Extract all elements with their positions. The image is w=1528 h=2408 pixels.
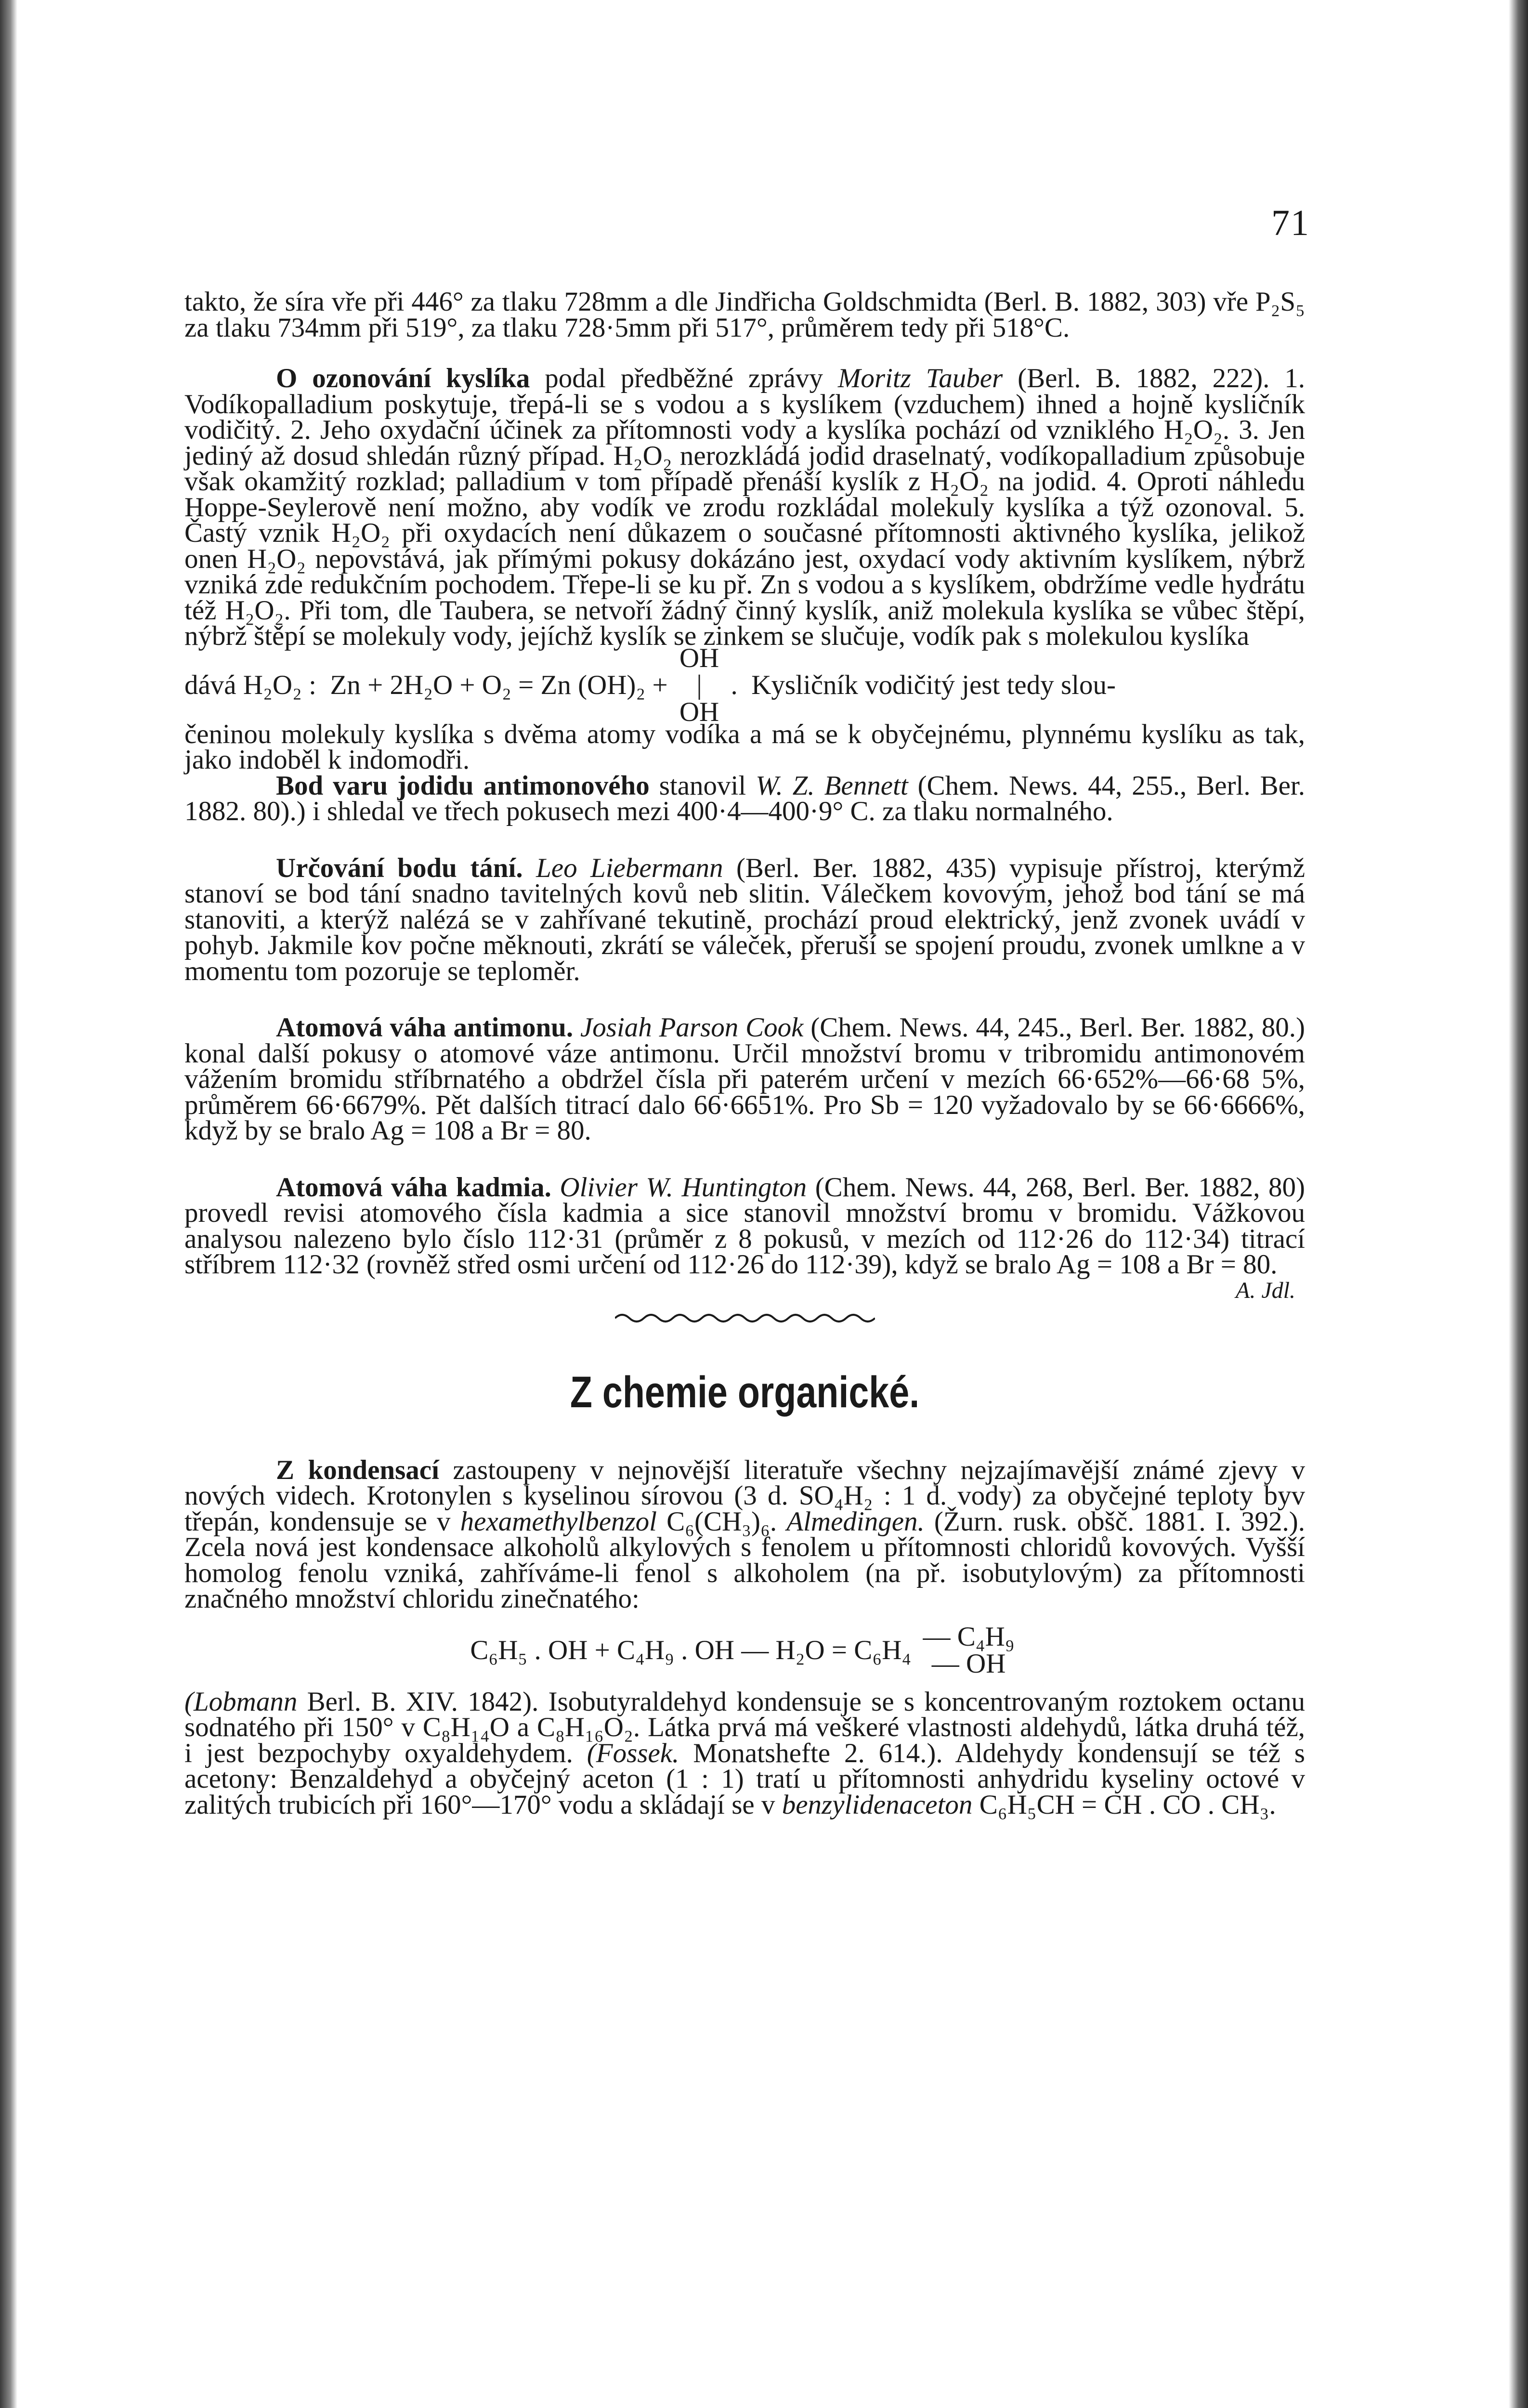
paragraph-kadmium: Atomová váha kadmia. Olivier W. Huntington (Chem. News. 44, 268, Berl. Ber. 1882, 80) provedl revisi atomového čísla kadmia a sice stanovil množství bromu v bromidu. Vážkovou analysou nalezeno bylo číslo 112·31 (průměr z 8 pokusů, v mezích od 112·26 do 112·34) titrací stříbrem 112·32 (rovněž střed osmi určení od 112·26 do 112·39), když se bralo Ag = 108 a Br = 80. A. Jdl. <box>184 1172 1305 1303</box>
scan-edge-right <box>1509 0 1528 2408</box>
paragraph-kondensace: Z kondensací zastoupeny v nejnovější literatuře všechny nejzajímavější známé zjevy v nových videch. Krotonylen s kyselinou sírovou (3 d. SO₄H₂ : 1 d. vody) za obyčejné teploty byv třepán, kondensuje se v hexamethylbenzol C₆(CH₃)₆. Almedingen. (Žurn. rusk. obšč. 1881. I. 392.). Zcela nová jest kondensace alkoholů alkylových s fenolem u přítomnosti chloridů kovových. Vyšší homolog fenolu vzniká, zahříváme-li fenol s alkoholem (na př. isobutylovým) za přítomnosti značného množství chloridu zinečnatého: <box>184 1454 1306 1614</box>
paragraph-continuation: takto, že síra vře při 446° za tlaku 728mm a dle Jindřicha Goldschmidta (Berl. B. 1882, 303) vře P₂S₅ za tlaku 734mm při 519°, za tlaku 728·5mm při 517°, průměrem tedy při 518°C. <box>184 287 1305 343</box>
author-cook: Josiah Parson Cook <box>580 1012 804 1043</box>
heading-antimon: Atomová váha antimonu. <box>276 1012 574 1043</box>
paragraph-bod-varu: Bod varu jodidu antimonového stanovil W. Z. Bennett (Chem. News. 44, 255., Berl. Ber. 1882. 80).) i shledal ve třech pokusech mezi 400·4—400·9° C. za tlaku normalného. <box>184 770 1305 826</box>
paragraph-ozonovani-tail: čeninou molekuly kyslíka s dvěma atomy vodíka a má se k obyčejnému, plynnému kyslíku as tak, jako indoběl k indomodři. <box>184 719 1305 775</box>
author-liebermann: Leo Liebermann <box>536 852 723 883</box>
formula-phenol-alkylation: C₆H₅ . OH + C₄H₉ . OH — H₂O = C₆H₄ — C₄H₉ — OH <box>470 1621 1015 1679</box>
page-body <box>184 289 1305 1818</box>
page-number: 71 <box>1271 203 1310 243</box>
decorative-wave-divider <box>615 1309 875 1328</box>
heading-kadmium: Atomová váha kadmia. <box>276 1172 551 1203</box>
scan-edge-left <box>0 0 17 2408</box>
section-heading: Z chemie organické. <box>570 1367 920 1417</box>
paragraph-kondensace-tail: (Lobmann Berl. B. XIV. 1842). Isobutyraldehyd kondensuje se s koncentrovaným roztokem octanu sodnatého při 150° v C₈H₁₄O a C₈H₁₆O₂. Látka prvá má veškeré vlastnosti aldehydů, látka druhá též, i jest bezpochyby oxyaldehydem. (Fossek. Monatshefte 2. 614.). Aldehydy kondensují se též s acetony: Benzaldehyd a obyčejný aceton (1 : 1) tratí u přítomnosti anhydridu kyseliny octové v zalitých trubicích při 160°—170° vodu a skládají se v benzylidenaceton C₆H₅CH = CH . CO . CH₃. <box>184 1686 1305 1820</box>
formula-substituent-stack: — C₄H₉ — OH <box>923 1621 1015 1679</box>
heading-kondensace: Z kondensací <box>276 1454 439 1485</box>
paragraph-bod-tani: Určování bodu tání. Leo Liebermann (Berl. Ber. 1882, 435) vypisuje přístroj, kterýmž stanoví se bod tání snadno tavitelných kovů neb slitin. Válečkem kovovým, jehož bod tání se má stanoviti, a kterýž nalézá se v zahřívané tekutině, prochází proud elektrický, jenž zvonek uvádí v pohyb. Jakmile kov počne měknouti, zkrátí se váleček, přeruší se spojení proudu, zvonek umlkne a v momentu tom pozoruje se teploměr. <box>184 852 1306 986</box>
paragraph-antimon: Atomová váha antimonu. Josiah Parson Cook (Chem. News. 44, 245., Berl. Ber. 1882, 80.) konal další pokusy o atomové váze antimonu. Určil množství bromu v tribromidu antimonovém vážením bromidu stříbrnatého a obdržel čísla při paterém určení v mezích 66·652%—66·68 5%, průměrem 66·6679%. Pět dalších titrací dalo 66·6651%. Pro Sb = 120 vyžadovalo by se 66·6666%, když by se bralo Ag = 108 a Br = 80. <box>184 1012 1305 1146</box>
author-bennett: W. Z. Bennett <box>756 770 908 801</box>
author-huntington: Olivier W. Huntington <box>560 1172 807 1203</box>
heading-bod-tani: Určování bodu tání. <box>276 852 523 883</box>
author-tauber: Moritz Tauber <box>837 363 1003 393</box>
heading-ozonovani: O ozonování kyslíka <box>276 363 530 393</box>
paragraph-ozonovani: O ozonování kyslíka podal předběžné zprávy Moritz Tauber (Berl. B. 1882, 222). 1. Vodíkopalladium poskytuje, třepá-li se s vodou a s kyslíkem (vzduchem) ihned a hojně kysličník vodičitý. 2. Jeho oxydační účinek za přítomnosti vody a kyslíka pochází od vzniklého H₂O₂. 3. Jen jediný až dosud shledán různý případ. H₂O₂ nerozkládá jodid draselnatý, vodíkopalladium způsobuje však okamžitý rozklad; palladium v tom případě přenáší kyslík z H₂O₂ na jodid. 4. Oproti náhledu Hoppe-Seylerově není možno, aby vodík ve zrodu rozkládal molekuly kyslíka a týž ozonoval. 5. Častý vznik H₂O₂ při oxydacích není důkazem o současné přítomnosti aktivného kyslíka, jelikož onen H₂O₂ nepovstává, jak přímými pokusy dokázáno jest, oxydací vody aktivním kyslíkem, nýbrž vzniká zde redukčním pochodem. Třepe-li se ku př. Zn s vodou a s kyslíkem, obdržíme vedle hydrátu též H₂O₂. Při tom, dle Taubera, se netvoří žádný činný kyslík, aniž molekula kyslíka se vůbec štěpí, nýbrž štěpí se molekuly vody, jejíchž kyslík se zinkem se slučuje, vodík pak s molekulou kyslíka <box>184 363 1305 651</box>
equation-zinc: dává H₂O₂ : Zn + 2H₂O + O₂ = Zn (OH)₂ + OH | OH . Kysličník vodičitý jest tedy slou- <box>184 642 1116 727</box>
signature: A. Jdl. <box>1236 1277 1295 1303</box>
heading-bod-varu: Bod varu jodidu antimonového <box>276 770 650 801</box>
equation-oh-stack: OH | OH <box>679 642 719 727</box>
